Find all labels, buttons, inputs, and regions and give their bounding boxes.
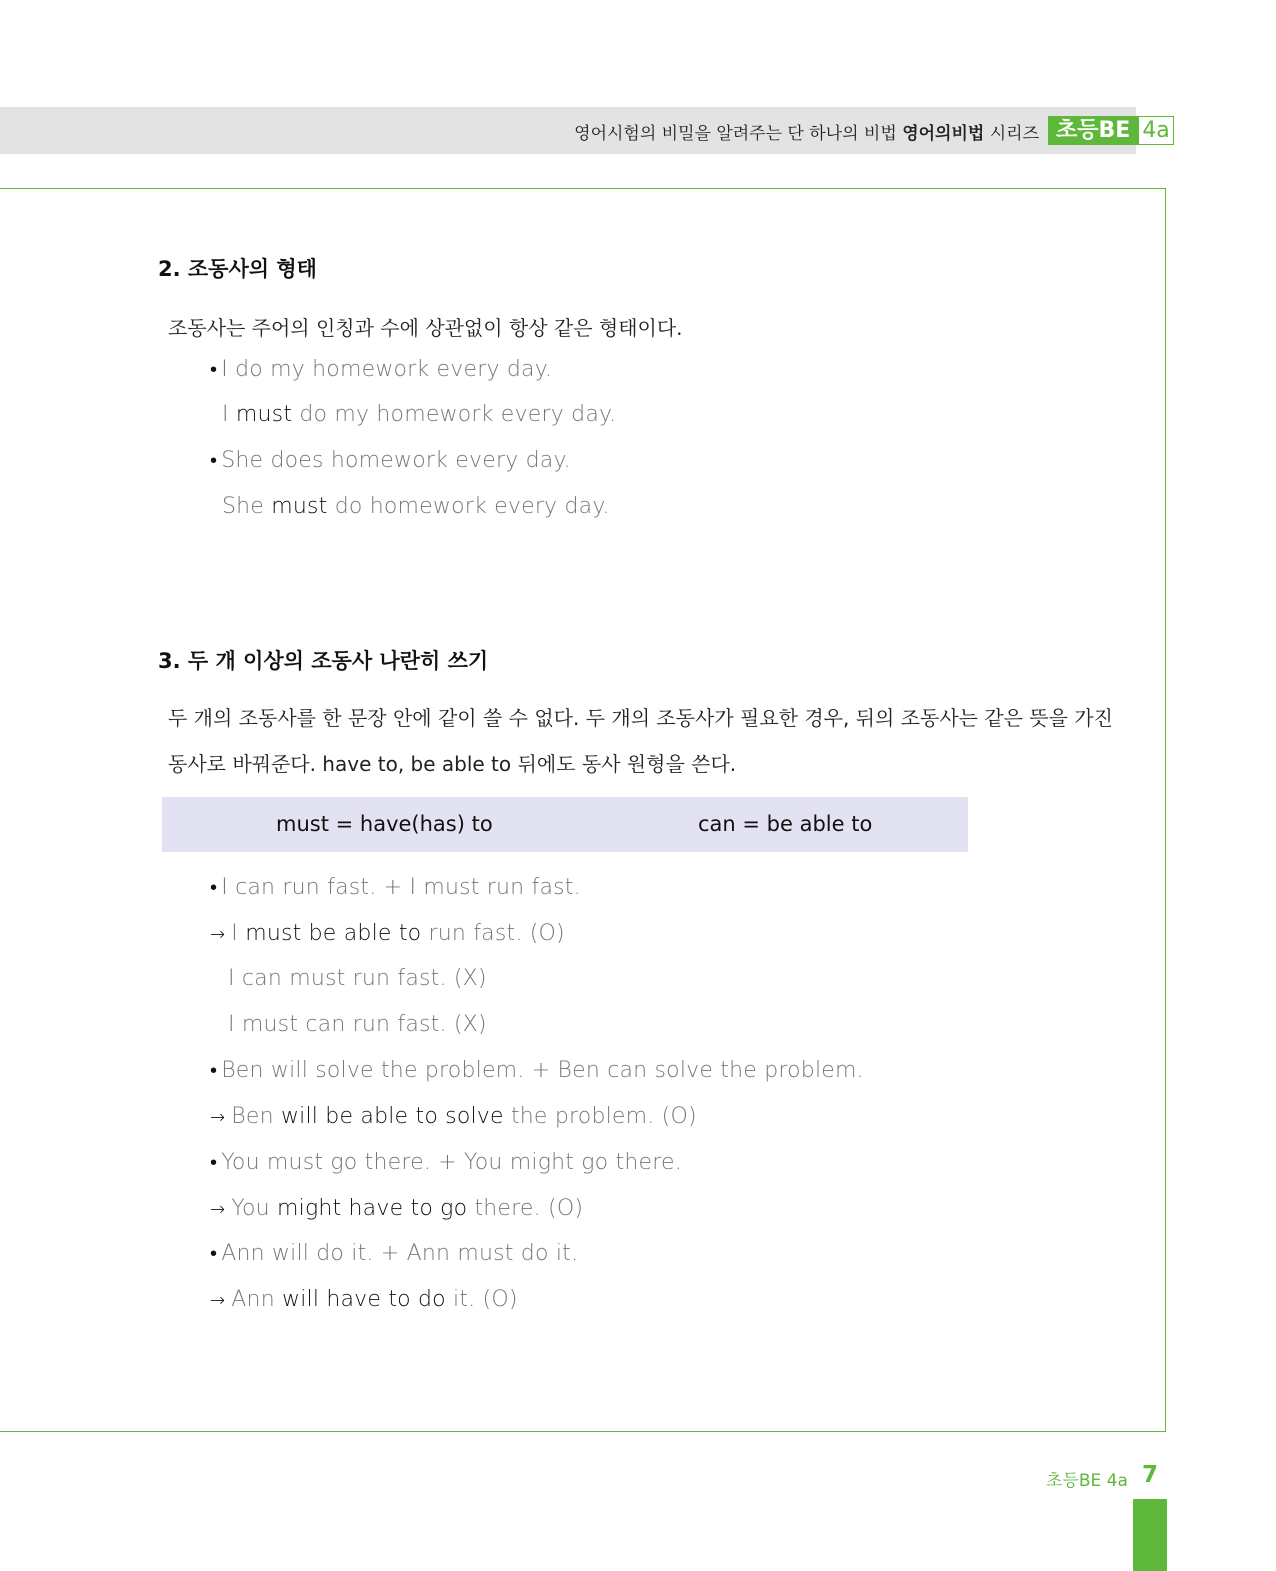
- formula-can: can = be able to: [698, 812, 873, 836]
- example-line: [210, 1150, 682, 1175]
- badge-level: 4a: [1138, 116, 1173, 145]
- example-keyword: might have to go: [277, 1196, 468, 1221]
- example-text: She: [222, 494, 272, 519]
- example-text: I can run fast. + I must run fast.: [221, 875, 581, 900]
- example-line: [210, 1196, 583, 1221]
- section3-description-line2: 동사로 바꿔준다. have to, be able to 뒤에도 동사 원형을 쓴다.: [168, 752, 737, 776]
- example-line: [210, 921, 565, 946]
- header-series-name: 영어의비법: [902, 124, 985, 144]
- header-tagline: [574, 119, 1039, 144]
- example-keyword: must: [235, 402, 293, 427]
- header-tagline-text: 영어시험의 비밀을 알려주는 단 하나의 비법: [574, 124, 897, 144]
- example-line: [222, 402, 616, 427]
- example-line: [228, 966, 487, 991]
- example-text: I do my homework every day.: [221, 357, 553, 382]
- example-text: run fast. (O): [421, 921, 565, 946]
- example-line: [210, 1058, 864, 1083]
- example-line: [210, 1241, 578, 1266]
- example-text: I: [222, 402, 236, 427]
- example-keyword: will be able to solve: [280, 1104, 504, 1129]
- bullet-icon: •: [210, 875, 218, 899]
- example-keyword: must: [271, 494, 328, 519]
- example-text: You must go there. + You might go there.: [221, 1150, 682, 1175]
- section3-title: 3. 두 개 이상의 조동사 나란히 쓰기: [158, 649, 489, 673]
- bullet-icon: •: [210, 1058, 218, 1082]
- arrow-right-icon: →: [210, 1199, 226, 1220]
- example-line: [222, 494, 610, 519]
- page-number: 7: [1142, 1462, 1159, 1488]
- example-text: Ann will do it. + Ann must do it.: [221, 1241, 579, 1266]
- example-line: [228, 1012, 487, 1037]
- arrow-right-icon: →: [210, 924, 226, 945]
- section2-description: 조동사는 주어의 인칭과 수에 상관없이 항상 같은 형태이다.: [168, 316, 683, 340]
- example-keyword: will have to do: [282, 1287, 446, 1312]
- book-badge: [1048, 116, 1174, 145]
- bullet-icon: •: [210, 448, 218, 472]
- example-text: do my homework every day.: [292, 402, 617, 427]
- formula-must: must = have(has) to: [276, 812, 493, 836]
- example-text: I must can run fast. (X): [228, 1012, 487, 1037]
- example-text: I can must run fast. (X): [228, 966, 487, 991]
- example-keyword: must be able to: [245, 921, 422, 946]
- example-text: Ben will solve the problem. + Ben can solve the problem.: [221, 1058, 864, 1083]
- example-text: Ann: [231, 1287, 283, 1312]
- example-text: I: [231, 921, 246, 946]
- badge-title: 초등BE: [1048, 116, 1138, 145]
- example-text: She does homework every day.: [221, 448, 571, 473]
- example-line: [210, 1287, 518, 1312]
- example-line: [210, 448, 571, 473]
- arrow-right-icon: →: [210, 1107, 226, 1128]
- bullet-icon: •: [210, 357, 218, 381]
- example-text: the problem. (O): [503, 1104, 697, 1129]
- example-text: it. (O): [445, 1287, 518, 1312]
- example-text: there. (O): [467, 1196, 584, 1221]
- section3-description-line1: 두 개의 조동사를 한 문장 안에 같이 쓸 수 없다. 두 개의 조동사가 필요한 경우, 뒤의 조동사는 같은 뜻을 가진: [168, 706, 1113, 730]
- example-line: [210, 875, 581, 900]
- page-edge-tab: [1133, 1499, 1167, 1571]
- example-line: [210, 357, 552, 382]
- example-text: Ben: [231, 1104, 281, 1129]
- section2-title: 2. 조동사의 형태: [158, 257, 317, 281]
- bullet-icon: •: [210, 1241, 218, 1265]
- footer-book-label: 초등BE 4a: [1046, 1471, 1128, 1491]
- bullet-icon: •: [210, 1150, 218, 1174]
- example-text: do homework every day.: [327, 494, 610, 519]
- arrow-right-icon: →: [210, 1290, 226, 1311]
- header-series-suffix: 시리즈: [989, 124, 1039, 144]
- example-line: [210, 1104, 697, 1129]
- example-text: You: [231, 1196, 278, 1221]
